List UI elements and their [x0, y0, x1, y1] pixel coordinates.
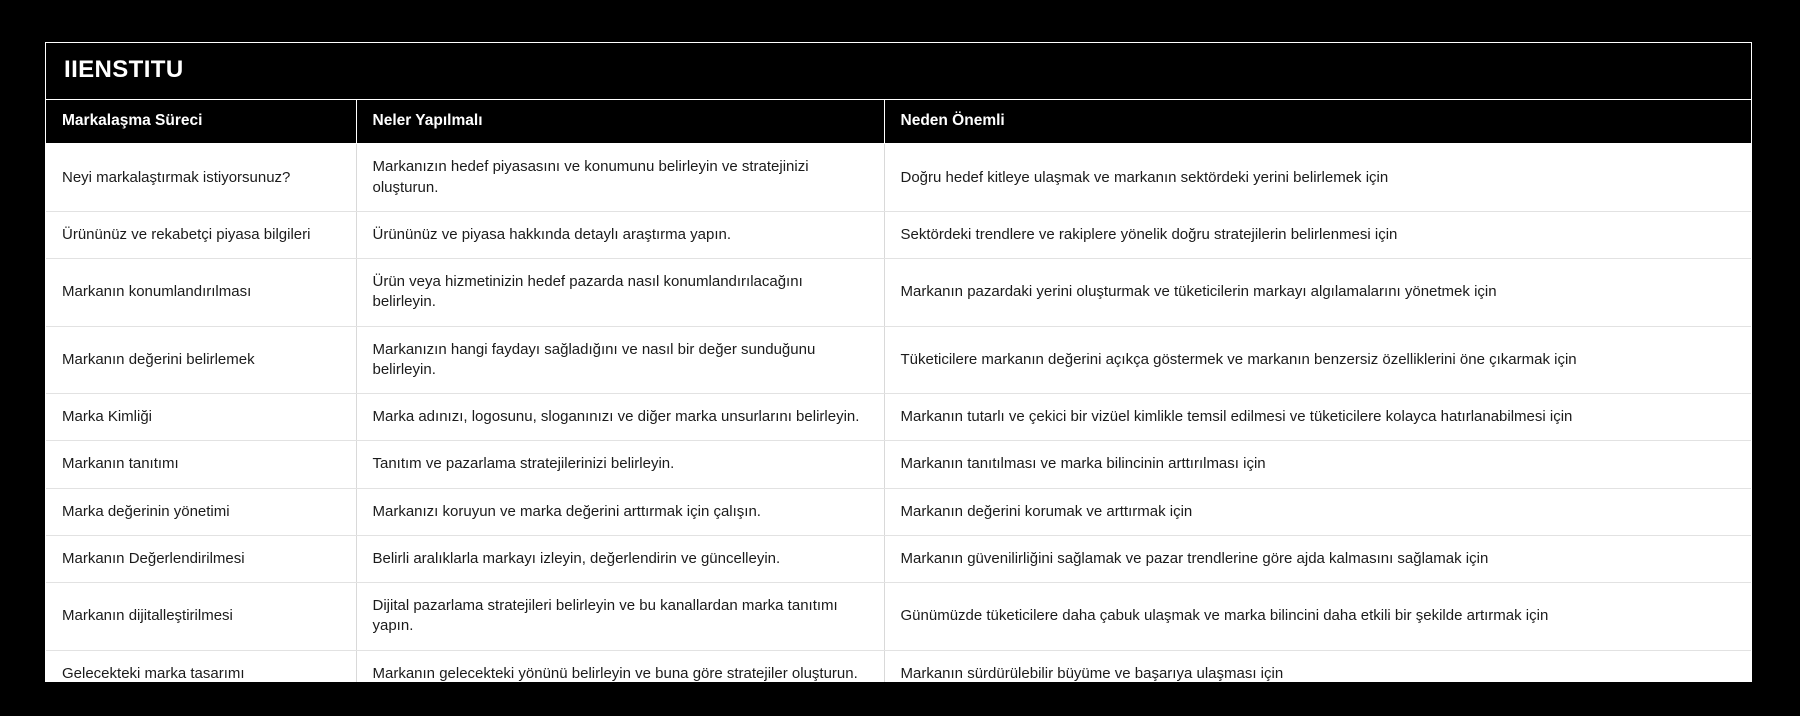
cell-onemli	[884, 583, 1752, 651]
cell-text: Marka Kimliği	[62, 408, 153, 426]
cell-text: Markanın güvenilirliğini sağlamak ve pazar trendlerine göre ajda kalmasını sağlamak için	[900, 549, 1489, 567]
cell-text: Markanın değerini belirlemek	[62, 350, 255, 368]
table-row	[46, 583, 1752, 651]
cell-text: Markanın sürdürülebilir büyüme ve başarıya ulaşması için	[900, 664, 1284, 682]
cell-text: Ürününüz ve rekabetçi piyasa bilgileri	[62, 225, 311, 243]
cell-text: Markanın pazardaki yerini oluşturmak ve tüketicilerin markayı algılamalarını yönetmek için	[900, 283, 1497, 301]
cell-text: Markanın konumlandırılması	[62, 283, 252, 301]
cell-yapilmali	[356, 259, 884, 327]
cell-text: Belirli aralıklarla markayı izleyin, değerlendirin ve güncelleyin.	[372, 549, 781, 567]
cell-text: Gelecekteki marka tasarımı	[62, 664, 245, 682]
cell-text: Marka değerinin yönetimi	[62, 502, 230, 520]
cell-text: Marka adınızı, logosunu, sloganınızı ve diğer marka unsurlarını belirleyin.	[372, 408, 860, 426]
table-header-row	[46, 100, 1752, 144]
cell-onemli	[884, 441, 1752, 488]
cell-text: Markanın Değerlendirilmesi	[62, 549, 245, 567]
cell-text: Ürününüz ve piyasa hakkında detaylı araştırma yapın.	[372, 225, 732, 243]
table-row	[46, 441, 1752, 488]
column-header-onemli: Neden Önemli	[884, 100, 1752, 144]
table-row	[46, 650, 1752, 682]
table-row	[46, 535, 1752, 582]
table-row	[46, 259, 1752, 327]
table-row	[46, 394, 1752, 441]
cell-text: Markanızın hedef piyasasını ve konumunu belirleyin ve stratejinizi oluşturun.	[372, 158, 809, 196]
cell-yapilmali	[356, 441, 884, 488]
branding-process-table	[46, 43, 1752, 682]
cell-yapilmali	[356, 144, 884, 212]
cell-onemli	[884, 326, 1752, 394]
cell-sureci	[46, 394, 356, 441]
cell-onemli	[884, 650, 1752, 682]
cell-text: Sektördeki trendlere ve rakiplere yönelik doğru stratejilerin belirlenmesi için	[900, 225, 1398, 243]
table-row	[46, 144, 1752, 212]
cell-sureci	[46, 535, 356, 582]
cell-text: Ürün veya hizmetinizin hedef pazarda nasıl konumlandırılacağını belirleyin.	[372, 273, 803, 311]
cell-text: Markanın gelecekteki yönünü belirleyin ve buna göre stratejiler oluşturun.	[372, 664, 858, 682]
brand-title-cell	[46, 43, 1752, 100]
cell-text: Markanın tanıtımı	[62, 455, 179, 473]
cell-yapilmali	[356, 583, 884, 651]
cell-text: Markanın tanıtılması ve marka bilincinin arttırılması için	[900, 455, 1266, 473]
brand-title-row	[46, 43, 1752, 100]
branding-process-table-container	[45, 42, 1752, 682]
cell-text: Tüketicilere markanın değerini açıkça göstermek ve markanın benzersiz özelliklerini öne çıkarmak için	[900, 350, 1577, 368]
cell-text: Günümüzde tüketicilere daha çabuk ulaşmak ve marka bilincini daha etkili bir şekilde artırmak için	[900, 607, 1549, 625]
cell-sureci	[46, 488, 356, 535]
cell-sureci	[46, 144, 356, 212]
cell-yapilmali	[356, 650, 884, 682]
cell-yapilmali	[356, 488, 884, 535]
column-header-sureci: Markalaşma Süreci	[46, 100, 356, 144]
cell-text: Markanın değerini korumak ve arttırmak için	[900, 502, 1193, 520]
cell-sureci	[46, 326, 356, 394]
cell-sureci	[46, 583, 356, 651]
cell-text: Markanın tutarlı ve çekici bir vizüel kimlikle temsil edilmesi ve tüketicilere kolayca hatırlanabilmesi için	[900, 408, 1573, 426]
cell-text: Neyi markalaştırmak istiyorsunuz?	[62, 168, 291, 186]
brand-logo-text: IIENSTITU	[64, 56, 184, 83]
column-header-yapilmali: Neler Yapılmalı	[356, 100, 884, 144]
cell-text: Markanızı koruyun ve marka değerini arttırmak için çalışın.	[372, 502, 761, 520]
cell-onemli	[884, 394, 1752, 441]
cell-sureci	[46, 211, 356, 258]
cell-onemli	[884, 211, 1752, 258]
table-row	[46, 211, 1752, 258]
table-header	[46, 43, 1752, 144]
cell-sureci	[46, 650, 356, 682]
cell-text: Markanın dijitalleştirilmesi	[62, 607, 233, 625]
cell-text: Tanıtım ve pazarlama stratejilerinizi belirleyin.	[372, 455, 675, 473]
cell-onemli	[884, 144, 1752, 212]
cell-text: Markanızın hangi faydayı sağladığını ve nasıl bir değer sunduğunu belirleyin.	[372, 340, 816, 378]
cell-onemli	[884, 535, 1752, 582]
cell-yapilmali	[356, 394, 884, 441]
cell-text: Dijital pazarlama stratejileri belirleyin ve bu kanallardan marka tanıtımı yapın.	[372, 597, 838, 635]
cell-yapilmali	[356, 535, 884, 582]
cell-yapilmali	[356, 326, 884, 394]
cell-sureci	[46, 441, 356, 488]
cell-yapilmali	[356, 211, 884, 258]
table-row	[46, 326, 1752, 394]
table-row	[46, 488, 1752, 535]
cell-text: Doğru hedef kitleye ulaşmak ve markanın sektördeki yerini belirlemek için	[900, 168, 1389, 186]
cell-onemli	[884, 259, 1752, 327]
cell-sureci	[46, 259, 356, 327]
cell-onemli	[884, 488, 1752, 535]
